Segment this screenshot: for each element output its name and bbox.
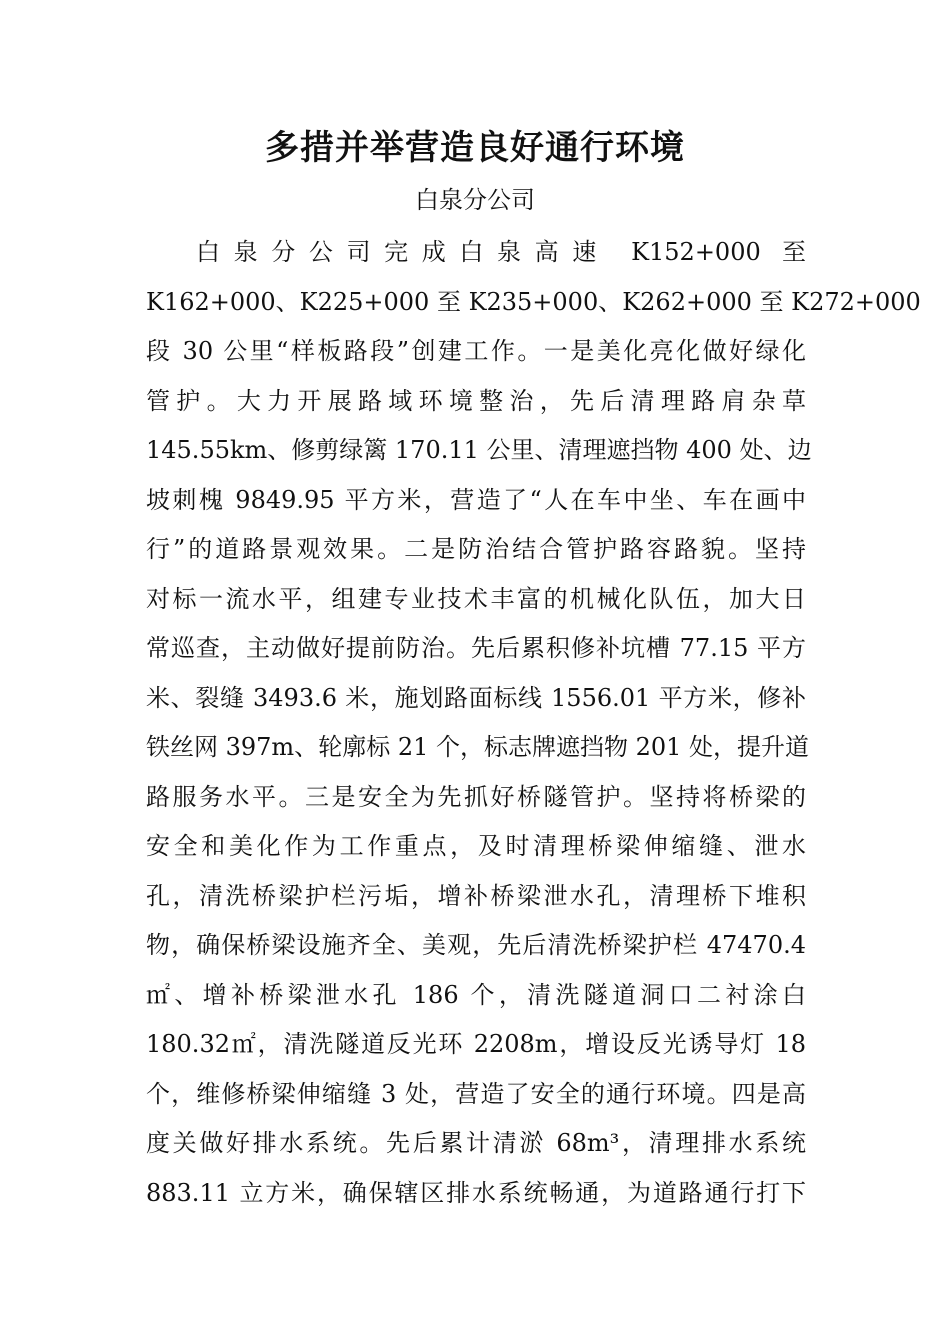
body-line: 安全和美化作为工作重点，及时清理桥梁伸缩缝、泄水 [146,832,806,860]
body-line: ㎡、增补桥梁泄水孔 186 个，清洗隧道洞口二衬涂白 [146,980,806,1009]
body-line: 物，确保桥梁设施齐全、美观，先后清洗桥梁护栏 47470.4 [146,931,806,959]
body-line: 行”的道路景观效果。二是防治结合管护路容路貌。坚持 [146,535,806,563]
body-line: 米、裂缝 3493.6 米，施划路面标线 1556.01 平方米，修补 [146,683,806,712]
body-line: 路服务水平。三是安全为先抓好桥隧管护。坚持将桥梁的 [146,782,806,811]
body-line: 个，维修桥梁伸缩缝 3 处，营造了安全的通行环境。四是高 [146,1079,806,1108]
body-line: 对标一流水平，组建专业技术丰富的机械化队伍，加大日 [146,584,806,613]
body-line: 坡刺槐 9849.95 平方米，营造了“人在车中坐、车在画中 [146,485,806,514]
body-line: 常巡查，主动做好提前防治。先后累积修补坑槽 77.15 平方 [146,634,806,662]
body-line: 管护。大力开展路域环境整治，先后清理路肩杂草 [146,386,806,415]
body-line: 铁丝网 397m、轮廓标 21 个，标志牌遮挡物 201 处，提升道 [146,733,810,761]
body-line: 145.55km、修剪绿篱 170.11 公里、清理遮挡物 400 处、边 [146,436,812,464]
body-line: 度关做好排水系统。先后累计清淤 68m³，清理排水系统 [146,1129,806,1157]
body-line: 180.32㎡，清洗隧道反光环 2208m，增设反光诱导灯 18 [146,1030,806,1058]
body-line: K162+000、K225+000 至 K235+000、K262+000 至 K272+000 [146,287,921,316]
document-author: 白泉分公司 [415,186,535,214]
body-line: 883.11 立方米，确保辖区排水系统畅通，为道路通行打下 [146,1178,806,1207]
body-line: 段 30 公里“样板路段”创建工作。一是美化亮化做好绿化 [146,337,806,365]
document-title: 多措并举营造良好通行环境 [265,128,685,168]
body-line: 白泉分公司完成白泉高速 K152+000 至 [196,238,806,266]
document-body [146,228,921,1218]
body-line: 孔，清洗桥梁护栏污垢，增补桥梁泄水孔，清理桥下堆积 [146,881,806,910]
